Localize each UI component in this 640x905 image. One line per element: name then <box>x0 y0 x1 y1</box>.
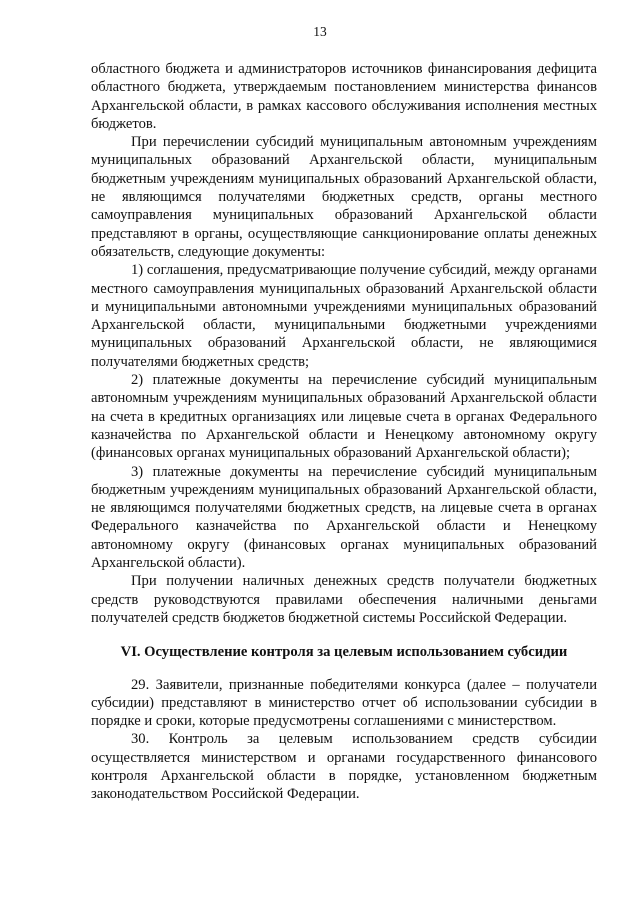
page-number: 13 <box>313 24 327 39</box>
document-body <box>91 60 597 804</box>
paragraph-29: 29. Заявители, признанные победителями конкурса (далее – получатели субсидии) представляют в министерство отчет об использовании субсидии в порядке и сроки, которые предусмотрены соглашениями с министерством. <box>91 676 597 730</box>
list-item-autonomous-payments: 2) платежные документы на перечисление субсидий муниципальным автономным учреждениям муниципальных образований Архангельской области на счета в кредитных организациях или лицевые счета в органах Федерального казначейства по Архангельской области и Ненецкому автономному округу (финансовых органах муниципальных образований Архангельской области); <box>91 372 597 462</box>
paragraph-cash-funds: При получении наличных денежных средств получатели бюджетных средств руководствуются правилами обеспечения наличными деньгами получателей средств бюджетов бюджетной системы Российской Федерации. <box>91 573 597 626</box>
paragraph-subsidy-transfer: При перечислении субсидий муниципальным автономным учреждениям муниципальных образований Архангельской области, муниципальным бюджетным учреждениям муниципальных образований Архангельской области, не являющимся получателями бюджетных средств, органы местного самоуправления муниципальных образований Архангельской области представляют в органы, осуществляющие санкционирование оплаты денежных обязательств, следующие документы: <box>91 134 597 260</box>
paragraph-continuation: областного бюджета и администраторов источников финансирования дефицита областного бюджета, утверждаемым постановлением министерства финансов Архангельской области, в рамках кассового обслуживания исполнения местных бюджетов. <box>91 61 597 132</box>
paragraph-30: 30. Контроль за целевым использованием средств субсидии осуществляется министерством и органами государственного финансового контроля Архангельской области в порядке, установленном бюджетным законодательством Российской Федерации. <box>91 731 597 803</box>
list-item-budget-payments: 3) платежные документы на перечисление субсидий муниципальным бюджетным учреждениям муниципальных образований Архангельской области, не являющимся получателями бюджетных средств, на лицевые счета в органах Федерального казначейства по Архангельской области и Ненецкому автономному округу (финансовых органах муниципальных образований Архангельской области). <box>91 463 597 572</box>
section-heading: VI. Осуществление контроля за целевым использованием субсидии <box>120 644 568 661</box>
list-item-agreements: 1) соглашения, предусматривающие получение субсидий, между органами местного самоуправления муниципальных образований Архангельской области и муниципальными автономными учреждениями муниципальных образований Архангельской области, муниципальными бюджетными учреждениями муниципальных образований Архангельской области, не являющимися получателями бюджетных средств; <box>91 262 597 370</box>
